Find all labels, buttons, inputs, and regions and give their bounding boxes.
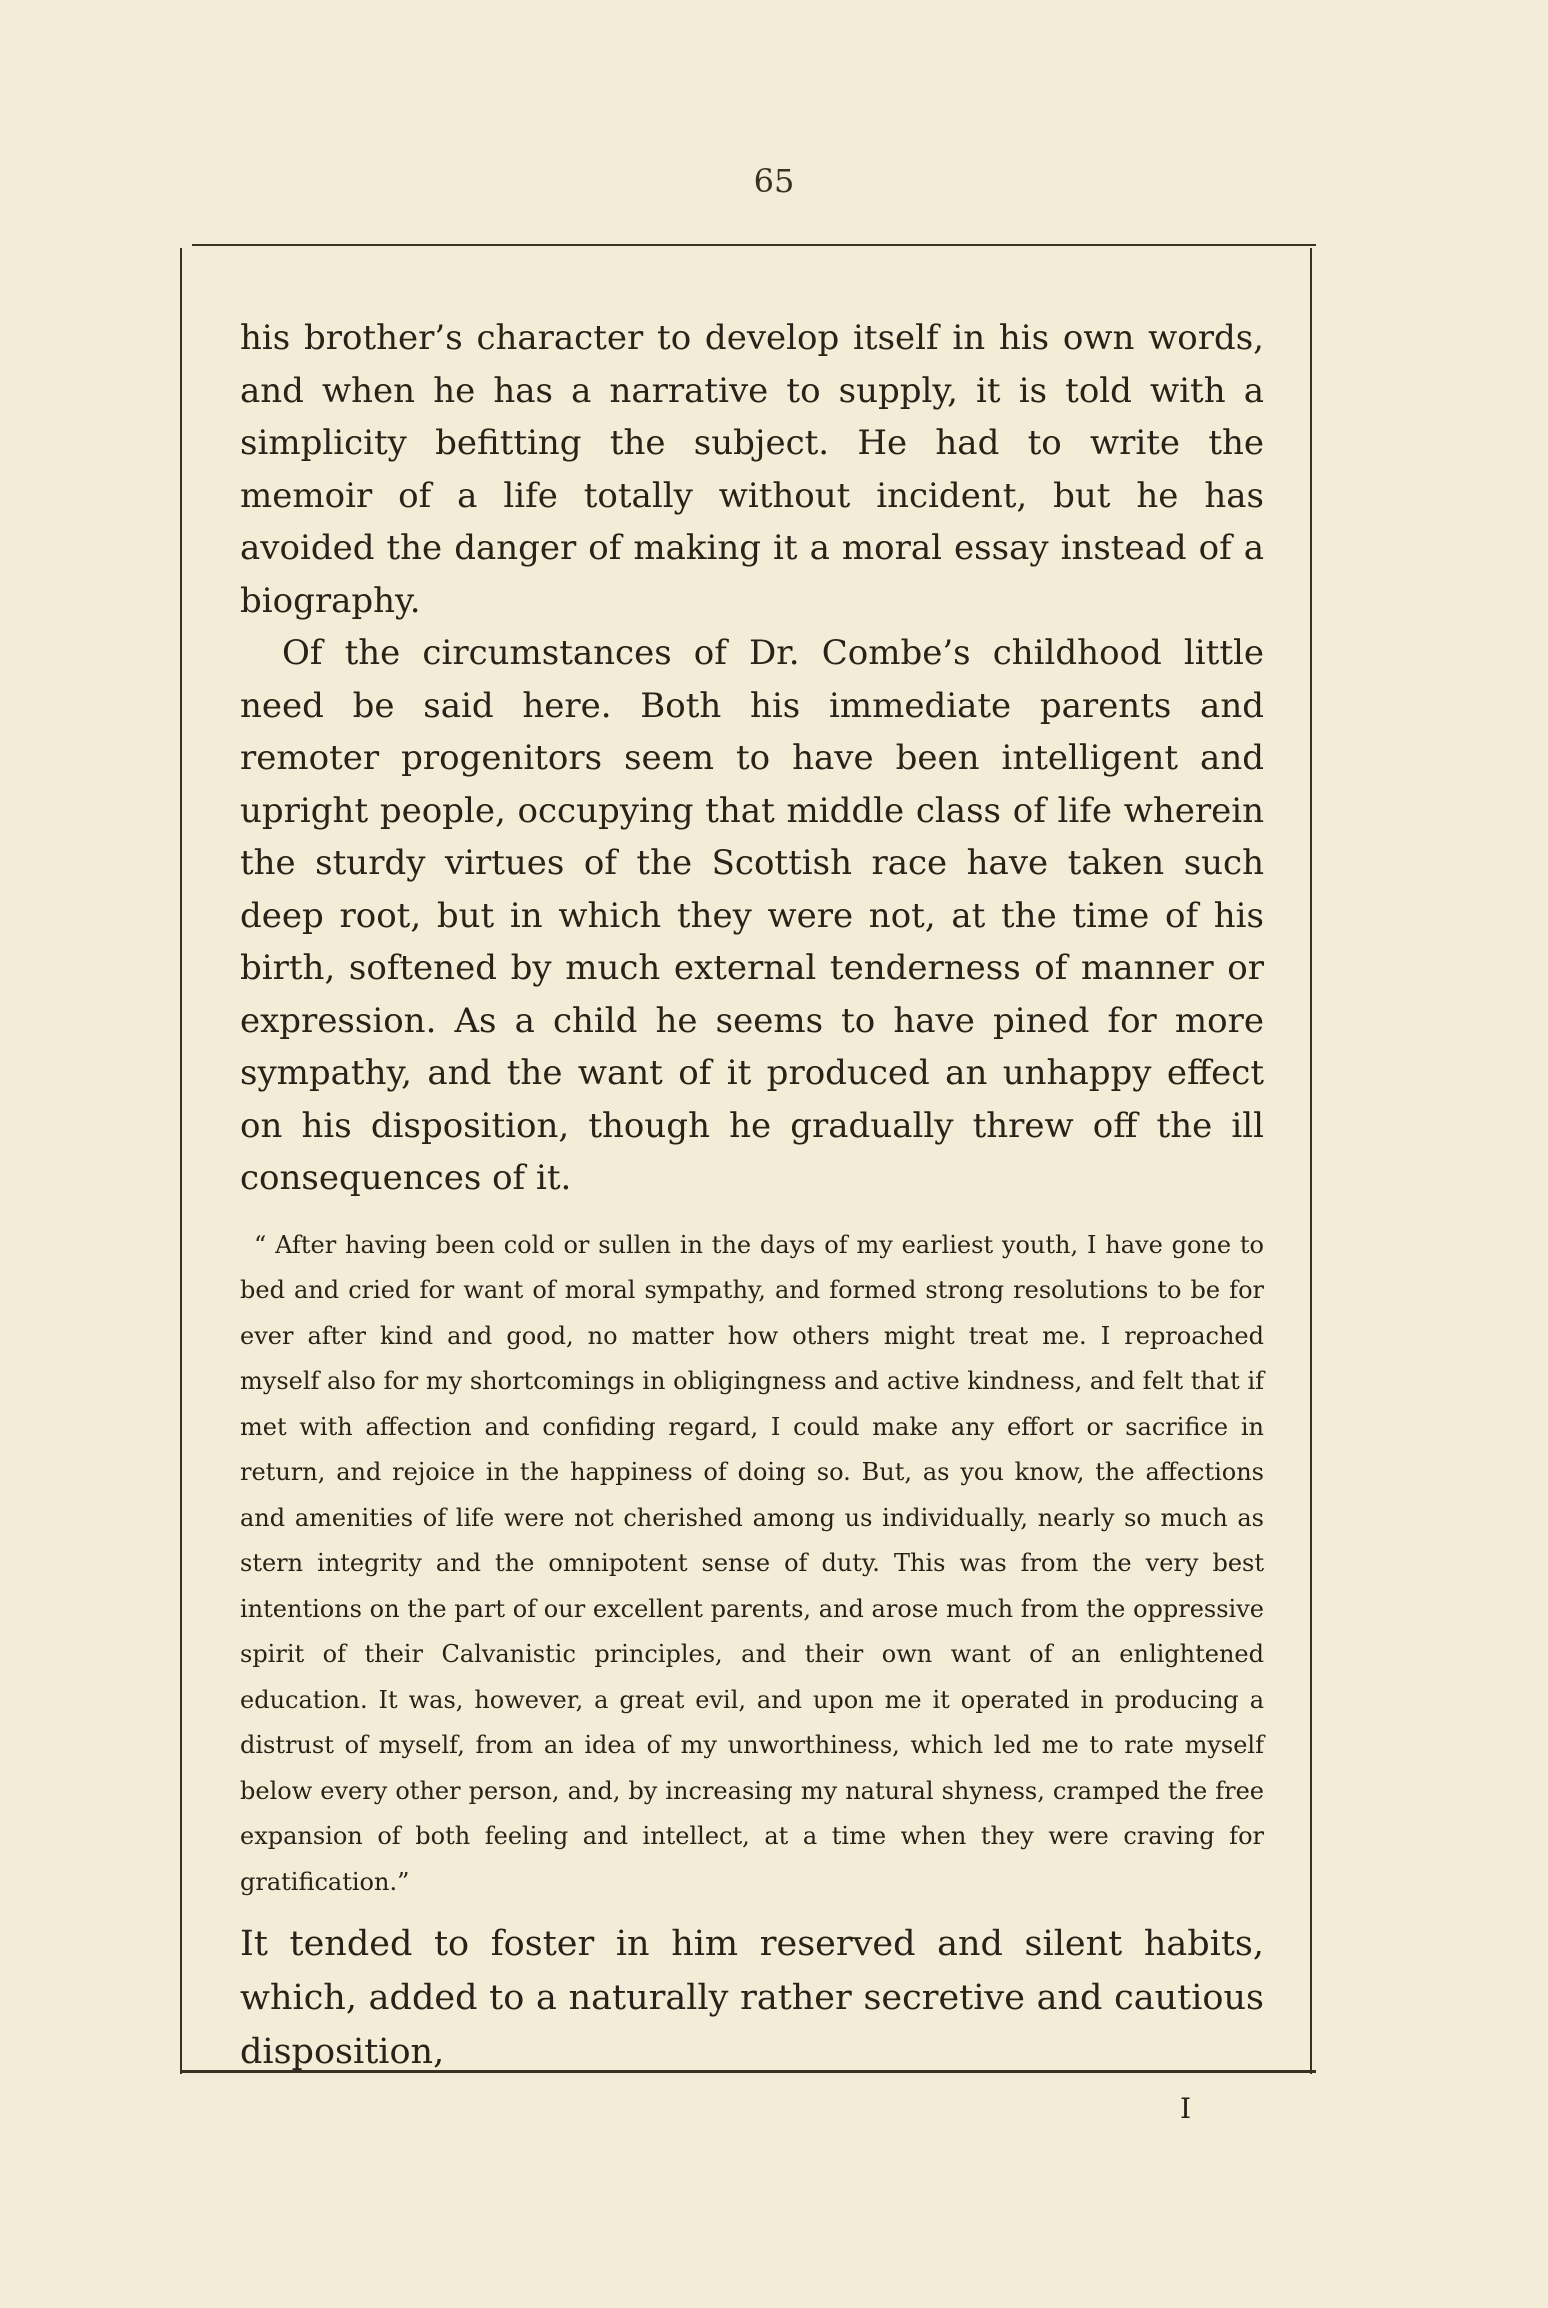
top-rule [192, 244, 1316, 246]
paragraph-3: It tended to foster in him reserved and silent habits, which, added to a naturally rather secretive and cautious disposition, [240, 1924, 1264, 2072]
paragraph-1: his brother’s character to develop itself in his own words, and when he has a narrative to supply, it is told with a simplicity befitting the subject. He had to write the memoir of a life totally without incident, but he has avoided the danger of making it a moral essay instead of a biography. [240, 318, 1264, 621]
signature-mark: I [1180, 2092, 1192, 2125]
paragraph-2: Of the circumstances of Dr. Combe’s childhood little need be said here. Both his immediate parents and remoter progenitors seem to have been intelligent and upright people, occupying that middle class of life wherein the sturdy virtues of the Scottish race have taken such deep root, but in which they were not, at the time of his birth, softened by much external tenderness of manner or expression. As a child he seems to have pined for more sympathy, and the want of it produced an unhappy effect on his disposition, though he gradually threw off the ill consequences of it. [240, 633, 1264, 1198]
page-number: 65 [753, 162, 795, 200]
block-quote: “ After having been cold or sullen in the days of my earliest youth, I have gone to bed and cried for want of moral sympathy, and formed strong resolutions to be for ever after kind and good, no matter how others might treat me. I reproached myself also for my shortcomings in obligingness and active kindness, and felt that if met with affection and confiding regard, I could make any effort or sacrifice in return, and rejoice in the happiness of doing so. But, as you know, the affections and amenities of life were not cherished among us individually, nearly so much as stern integrity and the omnipotent sense of duty. This was from the very best intentions on the part of our excellent parents, and arose much from the oppressive spirit of their Calvanistic principles, and their own want of an enlightened education. It was, however, a great evil, and upon me it operated in producing a distrust of myself, from an idea of my unworthiness, which led me to rate myself below every other person, and, by increasing my natural shyness, cramped the free expansion of both feeling and intellect, at a time when they were craving for gratification.” [240, 1230, 1264, 1896]
body-text [240, 312, 1264, 2079]
